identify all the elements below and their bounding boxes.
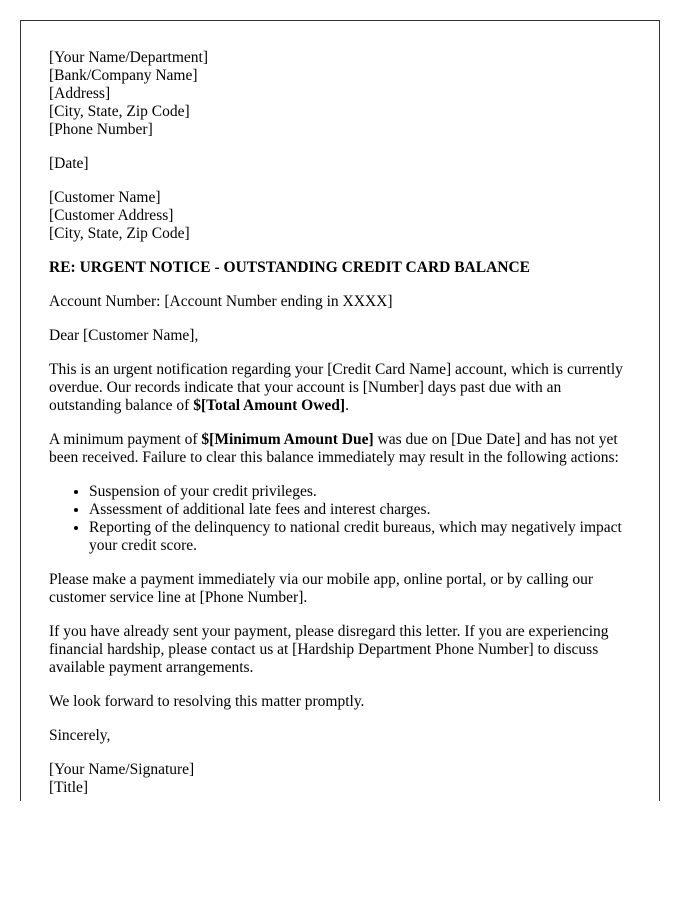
recipient-city: [City, State, Zip Code] bbox=[49, 225, 190, 242]
signer-title: [Title] bbox=[49, 779, 89, 796]
paragraph-minimum bbox=[49, 431, 629, 467]
recipient-name: [Customer Name] bbox=[49, 189, 161, 206]
consequences-list bbox=[49, 483, 629, 555]
paragraph-closing: We look forward to resolving this matter promptly. bbox=[49, 693, 365, 710]
signature: [Your Name/Signature] bbox=[49, 761, 195, 778]
minimum-amount: $[Minimum Amount Due] bbox=[201, 431, 374, 448]
para1-end: . bbox=[345, 397, 349, 414]
para1-text: This is an urgent notification regarding your [Credit Card Name] account, which is currently overdue. Our records indicate that your account is [Number] days past due with an outstanding balance of bbox=[49, 361, 623, 414]
sender-phone: [Phone Number] bbox=[49, 121, 153, 138]
sender-address: [Address] bbox=[49, 85, 111, 102]
para2-text: was due on [Due Date] and has not yet been received. Failure to clear this balance immediately may result in the following actions: bbox=[49, 431, 619, 466]
paragraph-payment: Please make a payment immediately via our mobile app, online portal, or by calling our customer service line at [Phone Number]. bbox=[49, 571, 594, 606]
sender-name: [Your Name/Department] bbox=[49, 49, 208, 66]
list-item: • Suspension of your credit privileges. bbox=[89, 483, 629, 501]
letter-date: [Date] bbox=[49, 155, 89, 172]
sender-city: [City, State, Zip Code] bbox=[49, 103, 190, 120]
signature-block bbox=[49, 761, 629, 797]
salutation: Dear [Customer Name], bbox=[49, 327, 199, 344]
sender-company: [Bank/Company Name] bbox=[49, 67, 198, 84]
closing: Sincerely, bbox=[49, 727, 111, 744]
paragraph-overdue bbox=[49, 361, 629, 415]
total-amount: $[Total Amount Owed] bbox=[193, 397, 346, 414]
paragraph-hardship: If you have already sent your payment, please disregard this letter. If you are experiencing financial hardship, please contact us at [Hardship Department Phone Number] to discuss available payment arrangements. bbox=[49, 623, 609, 676]
para2-start: A minimum payment of bbox=[49, 431, 202, 448]
recipient-block bbox=[49, 189, 629, 243]
letter-page bbox=[20, 20, 660, 801]
recipient-address: [Customer Address] bbox=[49, 207, 174, 224]
subject-line bbox=[49, 259, 629, 277]
sender-block bbox=[49, 49, 629, 139]
subject-text: RE: URGENT NOTICE - OUTSTANDING CREDIT CARD BALANCE bbox=[49, 259, 530, 276]
account-number: Account Number: [Account Number ending in XXXX] bbox=[49, 293, 393, 310]
list-item: • Reporting of the delinquency to national credit bureaus, which may negatively impact your credit score. bbox=[89, 519, 629, 555]
list-item: • Assessment of additional late fees and interest charges. bbox=[89, 501, 629, 519]
